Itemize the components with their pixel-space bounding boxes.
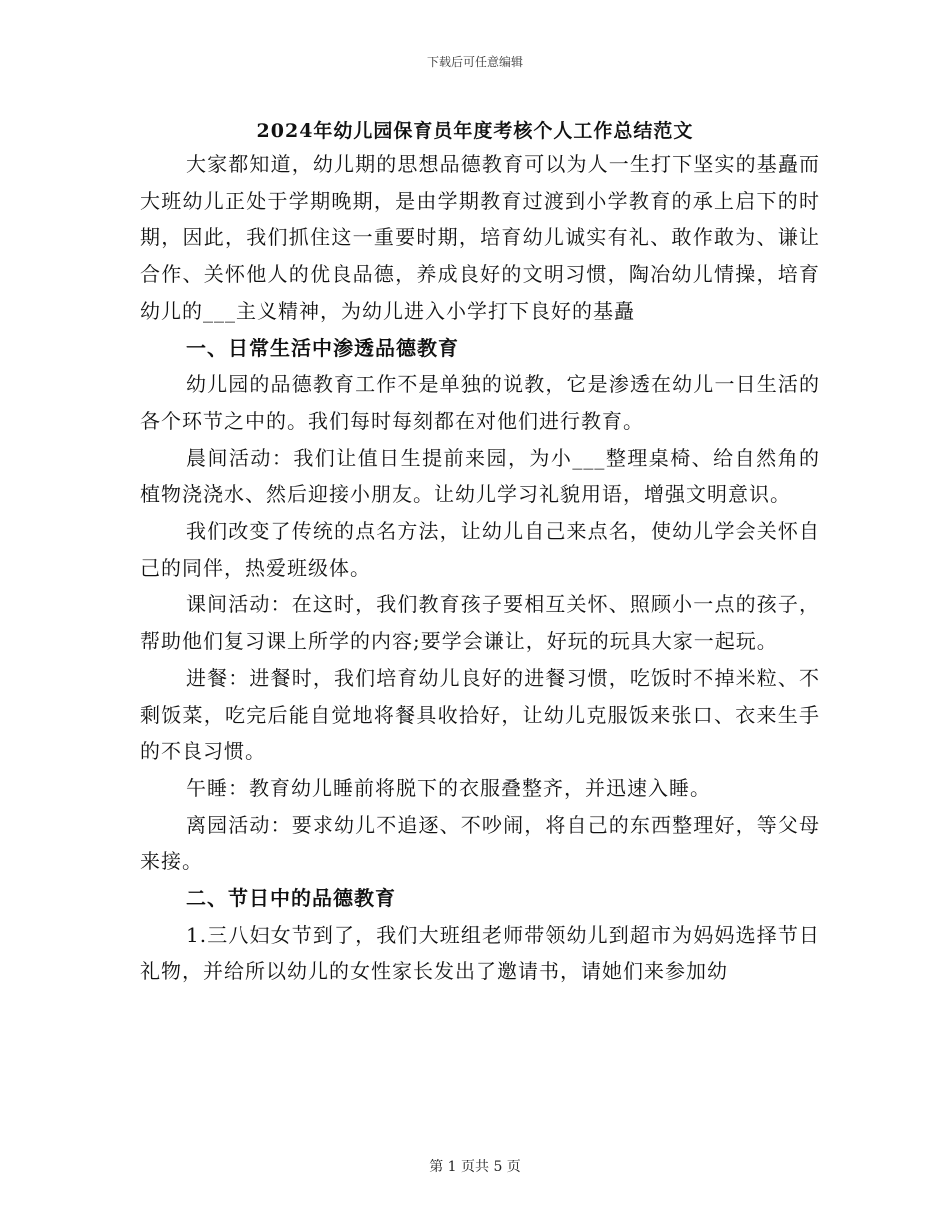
body-paragraph-nap: 午睡：教育幼儿睡前将脱下的衣服叠整齐，并迅速入睡。 bbox=[186, 775, 711, 800]
intro-paragraph: 大家都知道，幼儿期的思想品德教育可以为人一生打下坚实的基矗而大班幼儿正处于学期晚期，是由学期教育过渡到小学教育的承上启下的时期，因此，我们抓住这一重要时期，培育幼儿诚实有礼、敢作敢为、谦让合作、关怀他人的优良品德，养成良好的文明习惯，陶冶幼儿情操，培育幼儿的___主义精神，为幼儿进入小学打下良好的基矗 bbox=[140, 152, 820, 323]
body-paragraph-meal: 进餐：进餐时，我们培育幼儿良好的进餐习惯，吃饭时不掉米粒、不剩饭菜，吃完后能自觉地将餐具收拾好，让幼儿克服饭来张口、衣来生手的不良习惯。 bbox=[140, 665, 820, 764]
section-heading-1: 一、日常生活中渗透品德教育 bbox=[186, 335, 459, 360]
document-title: 2024年幼儿园保育员年度考核个人工作总结范文 bbox=[256, 120, 694, 142]
body-paragraph-break: 课间活动：在这时，我们教育孩子要相互关怀、照顾小一点的孩子，帮助他们复习课上所学的内容;要学会谦让，好玩的玩具大家一起玩。 bbox=[140, 592, 820, 654]
section-heading-2: 二、节日中的品德教育 bbox=[186, 886, 396, 911]
body-paragraph: 幼儿园的品德教育工作不是单独的说教，它是渗透在幼儿一日生活的各个环节之中的。我们每时每刻都在对他们进行教育。 bbox=[140, 372, 820, 433]
page-footer: 第 1 页共 5 页 bbox=[429, 1159, 521, 1175]
body-paragraph-morning: 晨间活动：我们让值日生提前来园，为小___整理桌椅、给自然角的植物浇浇水、然后迎接小朋友。让幼儿学习礼貌用语，增强文明意识。 bbox=[140, 445, 820, 507]
body-paragraph-rollcall: 我们改变了传统的点名方法，让幼儿自己来点名，使幼儿学会关怀自己的同伴，热爱班级体。 bbox=[140, 519, 820, 580]
document-body bbox=[140, 146, 820, 990]
body-paragraph-womens-day: 1.三八妇女节到了，我们大班组老师带领幼儿到超市为妈妈选择节日礼物，并给所以幼儿的女性家长发出了邀请书，请她们来参加幼 bbox=[140, 922, 820, 984]
body-paragraph-leave: 离园活动：要求幼儿不追逐、不吵闹，将自己的东西整理好，等父母来接。 bbox=[140, 812, 820, 874]
page-header: 下载后可任意编辑 bbox=[426, 55, 523, 69]
